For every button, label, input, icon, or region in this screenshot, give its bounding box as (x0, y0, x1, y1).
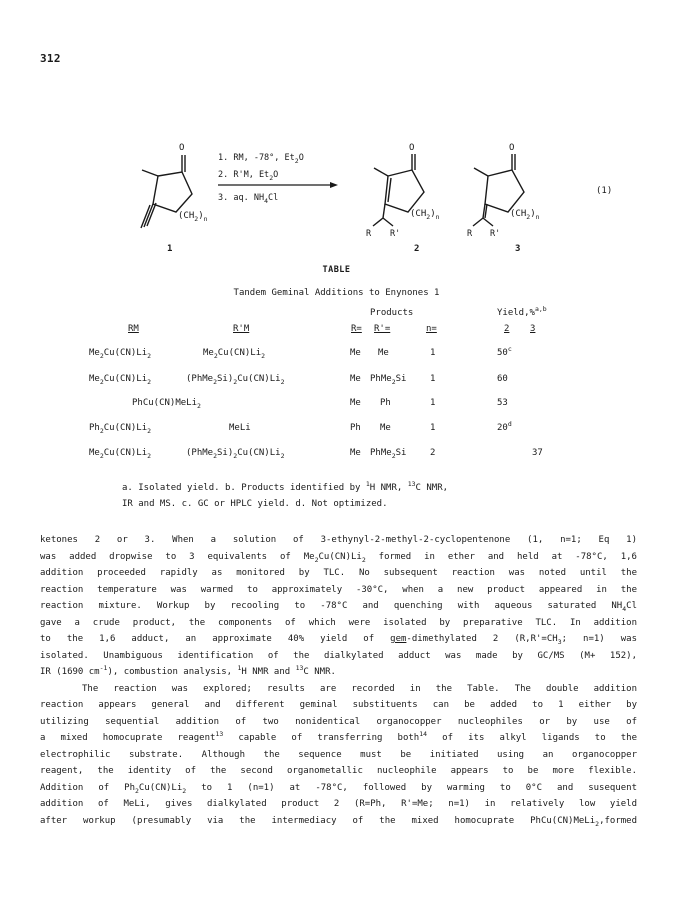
reagent-step-3: 3. aq. $NH_4Cl$ (218, 193, 279, 205)
table-cell-r: Ph (350, 423, 361, 433)
reaction-arrowhead (330, 182, 338, 188)
paragraph-line: reaction appears general and different geminal substituents can be added to 1 either by (40, 700, 637, 710)
compound-2-carbonyl-o: O (409, 143, 415, 153)
body-text (40, 532, 637, 829)
equation-number: (1) (596, 186, 613, 196)
table-cell-rm: PhCu(CN)MeLi$_2$ (132, 398, 201, 410)
footnote-line: IR and MS. c. GC or HPLC yield. d. Not optimized. (122, 499, 388, 509)
table-footnotes (122, 480, 448, 512)
table-cell-rpm: $Me_2Cu(CN)Li_2$ (203, 348, 266, 360)
table-cell-n: 1 (430, 348, 436, 358)
col-header-r: R= (351, 324, 362, 334)
col-header-r-prime: R'= (374, 324, 391, 334)
paragraph-line: a mixed homocuprate reagent$^{13}$ capable of transferring both$^{14}$ of its alkyl ligands to the (40, 730, 637, 743)
compound-2-r: R (366, 229, 372, 239)
table-cell-rpm: $(PhMe_2Si)_2Cu(CN)Li_2$ (186, 448, 285, 460)
paragraph-line: IR (1690 $cm^{-1}$), combustion analysis, $^1$H NMR and $^{13}$C NMR. (40, 664, 336, 677)
table-cell-r: Me (350, 348, 361, 358)
col-header-yield-2: 2 (504, 324, 510, 334)
table-cell-n: 1 (430, 374, 436, 384)
paragraph-line: The reaction was explored; results are recorded in the Table. The double addition (82, 683, 637, 694)
compound-3-r: R (467, 229, 473, 239)
table-cell-rpm: MeLi (229, 423, 251, 433)
table-heading: TABLE (322, 265, 351, 275)
table-cell-r-prime: Me (380, 423, 391, 433)
paragraph-line: was added dropwise to 3 equivalents of $Me_2Cu(CN)Li_2$ formed in ether and held at -78°C, 1,6 (40, 551, 637, 564)
paragraph-line: reagent, the identity of the second organometallic nucleophile appears to be more flexible. (40, 766, 637, 776)
table-cell-n: 1 (430, 423, 436, 433)
products-header: Products (370, 308, 414, 318)
paragraph-line: to the 1,6 adduct, an approximate 40% yield of gem-dimethylated 2 ($R,R'=CH_3$; n=1) was (40, 634, 638, 646)
compound-1-carbonyl-o: O (179, 143, 185, 153)
compound-3-carbonyl-o: O (509, 143, 515, 153)
paragraph-line: addition of MeLi, gives dialkylated product 2 (R=Ph, R'=Me; n=1) in relatively low yield (40, 799, 637, 809)
reagent-step-2: 2. R'M, $Et_2O$ (218, 170, 279, 182)
table-cell-r-prime: PhMe$_2$Si (370, 448, 407, 460)
paragraph-line: ketones 2 or 3. When a solution of 3-ethynyl-2-methyl-2-cyclopentenone (1, n=1; Eq 1) (40, 535, 637, 545)
page-number: 312 (40, 52, 61, 65)
col-header-rm: RM (128, 324, 139, 334)
table-cell-n: 1 (430, 398, 436, 408)
table-cell-yield-2: 20$^d$ (497, 420, 512, 433)
reaction-scheme (0, 130, 673, 270)
compound-2-ring-chain: $(CH_2)_n$ (410, 209, 440, 221)
table-cell-r: Me (350, 398, 361, 408)
compound-1-label: 1 (167, 244, 173, 254)
col-header-n: n= (426, 324, 437, 334)
compound-1-ring-chain: $(CH_2)_n$ (178, 211, 208, 223)
table-cell-rm: $Me_2Cu(CN)Li_2$ (89, 448, 152, 460)
table-cell-r: Me (350, 374, 361, 384)
paragraph-line: Addition of $Ph_2Cu(CN)Li_2$ to 1 (n=1) at -78°C, followed by warming to 0°C and susequent (40, 782, 637, 795)
table-cell-rm: $Ph_2Cu(CN)Li_2$ (89, 423, 152, 435)
compound-2-label: 2 (414, 244, 420, 254)
table-title: Tandem Geminal Additions to Enynones 1 (233, 288, 440, 298)
col-header-yield-3: 3 (530, 324, 536, 334)
table-cell-yield-2: 50$^c$ (497, 345, 512, 358)
table-cell-n: 2 (430, 448, 436, 458)
paragraph-line: reaction temperature was warmed to approximately -30°C, when a new product appeared in the (40, 584, 637, 595)
table-cell-rpm: $(PhMe_2Si)_2Cu(CN)Li_2$ (186, 374, 285, 386)
footnote-line: a. Isolated yield. b. Products identified by $^1$H NMR, $^{13}$C NMR, (122, 480, 449, 493)
table-cell-r-prime: Me (378, 348, 389, 358)
paragraph-line: isolated. Unambiguous identification of the dialkylated adduct was made by GC/MS (M+ 152), (40, 650, 637, 661)
table-cell-r: Me (350, 448, 361, 458)
paragraph-line: electrophilic substrate. Although the sequence must be initiated using an organocopper (40, 749, 637, 760)
compound-3-label: 3 (515, 244, 521, 254)
table-cell-r-prime: Ph (380, 398, 391, 408)
paragraph-line: gave a crude product, the components of which were isolated by preparative TLC. In addition (40, 617, 637, 628)
col-header-rpm: R'M (233, 324, 250, 334)
paragraph-line: after workup (presumably via the intermediacy of the mixed homocuprate PhCu(CN)MeLi$_2$,formed (40, 815, 637, 828)
yield-header: Yield,%$^{a,b}$ (497, 305, 547, 318)
table-cell-r-prime: PhMe$_2$Si (370, 374, 407, 386)
reagent-step-1: 1. RM, -78°, $Et_2O$ (218, 153, 304, 165)
table-cell-rm: $Me_2Cu(CN)Li_2$ (89, 374, 152, 386)
table-cell-yield-3: 37 (532, 448, 543, 458)
table-cell-rm: $Me_2Cu(CN)Li_2$ (89, 348, 152, 360)
compound-3-ring-chain: $(CH_2)_n$ (510, 209, 540, 221)
paragraph-line: addition proceeded rapidly as monitored by TLC. No subsequent reaction was noted until the (40, 568, 637, 578)
table-cell-yield-2: 53 (497, 398, 508, 408)
compound-2-r-prime: R' (390, 229, 401, 239)
paragraph-line: utilizing sequential addition of two nonidentical organocopper nucleophiles or by use of (40, 716, 637, 727)
paragraph-line: reaction mixture. Workup by recooling to -78°C and quenching with aqueous saturated $NH_4Cl$ (40, 601, 637, 613)
table-cell-yield-2: 60 (497, 374, 508, 384)
compound-3-r-prime: R' (490, 229, 501, 239)
